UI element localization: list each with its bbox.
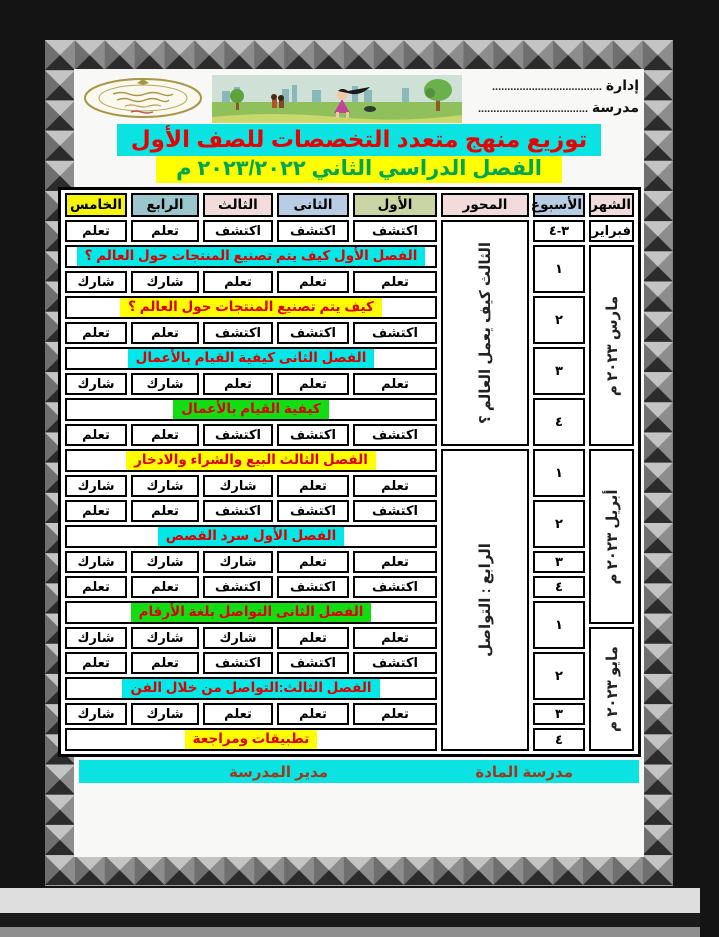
table-row (65, 245, 634, 268)
val-cell: شارك (131, 373, 199, 395)
val-cell: تعلم (353, 475, 437, 497)
val-cell: اكتشف (353, 500, 437, 522)
topic-cell (65, 525, 437, 548)
val-cell: تعلم (277, 627, 349, 649)
val-cell: شارك (131, 551, 199, 573)
val-cell: شارك (131, 475, 199, 497)
val-cell: شارك (65, 551, 127, 573)
val-cell: شارك (131, 627, 199, 649)
school-label: مدرسة (591, 98, 639, 115)
table-row (65, 551, 634, 573)
val-cell: اكتشف (353, 652, 437, 674)
val-cell: تعلم (203, 703, 273, 725)
month-vertical-label: أبريل ٢٠٢٣ م (603, 488, 621, 585)
val-cell: تعلم (277, 475, 349, 497)
week-cell: ١ (533, 449, 585, 497)
topic-cell (65, 601, 437, 624)
val-cell: تعلم (353, 271, 437, 293)
topic-cell (65, 245, 437, 268)
month-cell (589, 245, 634, 446)
val-cell: اكتشف (353, 424, 437, 446)
table-header-row (65, 193, 634, 217)
topic-highlight-label: الفصل الثانى التواصل بلغة الأرقام (131, 603, 372, 622)
sub-title-row (77, 156, 641, 183)
background-gray-strip (0, 927, 700, 937)
val-cell: تعلم (65, 500, 127, 522)
table-row (65, 347, 634, 370)
sheet-top-band (77, 72, 641, 124)
val-cell: اكتشف (353, 576, 437, 598)
table-row (65, 449, 634, 472)
val-cell: اكتشف (277, 500, 349, 522)
week-cell: ١ (533, 245, 585, 293)
val-cell: تعلم (353, 703, 437, 725)
axis-vertical-label: الثالث كيف يعمل العالم ؟ (477, 242, 494, 424)
background-dark-band (0, 913, 700, 927)
subject-column-header: الخامس (65, 193, 127, 217)
week-cell: ٢ (533, 500, 585, 548)
admin-line (467, 75, 639, 97)
val-cell: شارك (65, 373, 127, 395)
week-cell: ٣ (533, 347, 585, 395)
topic-highlight-label: الفصل الأول كيف يتم تصنيع المنتجات حول العالم ؟ (77, 247, 426, 266)
page-subtitle: الفصل الدراسي الثاني ٢٠٢٣/٢٠٢٢ م (156, 156, 562, 183)
topic-highlight-label: الفصل الثالث البيع والشراء والادخار (126, 451, 376, 470)
val-cell: اكتشف (353, 322, 437, 344)
val-cell: شارك (203, 627, 273, 649)
table-row (65, 728, 634, 751)
topic-cell (65, 398, 437, 421)
subject-column-header: الرابع (131, 193, 199, 217)
val-cell: اكتشف (277, 652, 349, 674)
val-cell: تعلم (353, 627, 437, 649)
week-cell: ٢ (533, 652, 585, 700)
val-cell: تعلم (353, 551, 437, 573)
subject-teacher-signature: مدرسة المادة (475, 763, 573, 781)
week-cell: ٣ (533, 703, 585, 725)
val-cell: تعلم (277, 551, 349, 573)
val-cell: تعلم (65, 424, 127, 446)
val-cell: تعلم (203, 271, 273, 293)
val-cell: اكتشف (203, 652, 273, 674)
table-row (65, 652, 634, 674)
table-row (65, 576, 634, 598)
admin-school-lines (467, 75, 639, 118)
topic-cell (65, 347, 437, 370)
val-cell: اكتشف (277, 322, 349, 344)
main-title-row (77, 124, 641, 156)
table-row (65, 601, 634, 624)
axis-cell (441, 220, 529, 446)
val-cell: اكتشف (203, 322, 273, 344)
page-title: توزيع منهج متعدد التخصصات للصف الأول (117, 124, 602, 156)
axis-cell (441, 449, 529, 751)
topic-highlight-label: الفصل الثانى كيفية القيام بالأعمال (128, 349, 375, 368)
week-cell: ٣-٤ (533, 220, 585, 242)
val-cell: شارك (65, 627, 127, 649)
table-row (65, 220, 634, 242)
val-cell: اكتشف (203, 500, 273, 522)
topic-highlight-label: كيف يتم تصنيع المنتجات حول العالم ؟ (120, 298, 382, 317)
val-cell: شارك (203, 475, 273, 497)
topic-highlight-label: كيفية القيام بالأعمال (173, 400, 328, 419)
val-cell: تعلم (277, 373, 349, 395)
signatures-bar (79, 760, 639, 783)
val-cell: شارك (65, 475, 127, 497)
table-row (65, 398, 634, 421)
background-light-strip (0, 888, 700, 913)
topic-highlight-label: تطبيقات ومراجعة (185, 730, 318, 749)
val-cell: اكتشف (203, 220, 273, 242)
val-cell: تعلم (353, 373, 437, 395)
topic-highlight-label: الفصل الثالث:التواصل من خلال الفن (122, 679, 379, 698)
val-cell: تعلم (131, 322, 199, 344)
week-cell: ١ (533, 601, 585, 649)
admin-dotted-line: .................................... (491, 81, 602, 93)
curriculum-schedule-table (58, 187, 641, 757)
val-cell: شارك (131, 271, 199, 293)
topic-cell (65, 728, 437, 751)
principal-signature: مدير المدرسة (229, 763, 329, 781)
axis-column-header: المحور (441, 193, 529, 217)
subject-column-header: الثالث (203, 193, 273, 217)
school-dotted-line: .................................... (478, 102, 589, 115)
subject-column-header: الثانى (277, 193, 349, 217)
val-cell: اكتشف (203, 424, 273, 446)
month-cell (589, 627, 634, 751)
month-vertical-label: مايو ٢٠٢٣ م (603, 646, 621, 732)
val-cell: تعلم (131, 500, 199, 522)
topic-cell (65, 677, 437, 700)
val-cell: تعلم (65, 652, 127, 674)
val-cell: تعلم (65, 576, 127, 598)
week-cell: ٤ (533, 576, 585, 598)
month-cell (589, 449, 634, 624)
table-row (65, 296, 634, 319)
axis-vertical-label: الرابع : التواصل (477, 543, 494, 657)
school-line (467, 97, 639, 119)
val-cell: اكتشف (277, 576, 349, 598)
topic-cell (65, 449, 437, 472)
val-cell: تعلم (277, 703, 349, 725)
val-cell: تعلم (131, 652, 199, 674)
month-vertical-label: مارس ٢٠٢٣ م (603, 295, 621, 396)
studded-picture-frame (45, 40, 673, 886)
month-cell: فبراير (589, 220, 634, 242)
week-cell: ٣ (533, 551, 585, 573)
week-column-header: الأسبوع (533, 193, 585, 217)
table-row (65, 703, 634, 725)
val-cell: شارك (203, 551, 273, 573)
val-cell: تعلم (203, 373, 273, 395)
val-cell: تعلم (277, 271, 349, 293)
val-cell: اكتشف (353, 220, 437, 242)
table-row (65, 500, 634, 522)
ministry-stamp-icon (79, 75, 207, 122)
schedule-body (65, 220, 634, 751)
val-cell: تعلم (131, 424, 199, 446)
week-cell: ٤ (533, 398, 585, 446)
curriculum-sheet (70, 69, 644, 857)
week-cell: ٤ (533, 728, 585, 751)
val-cell: تعلم (131, 576, 199, 598)
val-cell: شارك (131, 703, 199, 725)
topic-highlight-label: الفصل الأول سرد القصص (158, 527, 345, 546)
kids-playing-park-illustration-icon (212, 75, 462, 123)
val-cell: شارك (65, 271, 127, 293)
val-cell: شارك (65, 703, 127, 725)
val-cell: تعلم (65, 220, 127, 242)
val-cell: تعلم (65, 322, 127, 344)
val-cell: تعلم (131, 220, 199, 242)
val-cell: اكتشف (277, 220, 349, 242)
month-column-header: الشهر (589, 193, 634, 217)
val-cell: اكتشف (203, 576, 273, 598)
admin-label: إدارة (605, 77, 639, 93)
week-cell: ٢ (533, 296, 585, 344)
topic-cell (65, 296, 437, 319)
subject-column-header: الأول (353, 193, 437, 217)
val-cell: اكتشف (277, 424, 349, 446)
